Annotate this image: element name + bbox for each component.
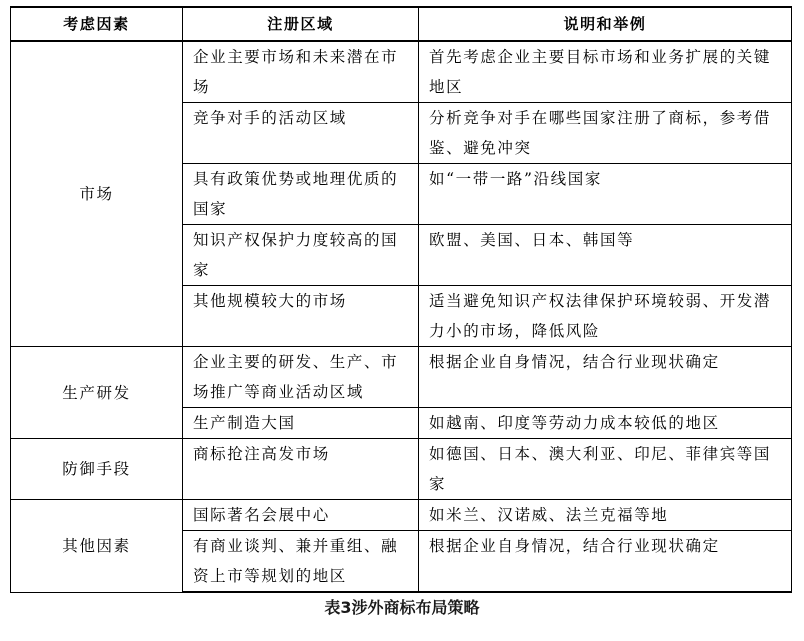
table-row: [11, 500, 792, 531]
note-cell: 如“一带一路”沿线国家: [419, 164, 792, 225]
region-cell: 有商业谈判、兼并重组、融资上市等规划的地区: [183, 531, 419, 593]
table-caption: 表3涉外商标布局策略: [324, 598, 480, 617]
note-cell: 根据企业自身情况，结合行业现状确定: [419, 531, 792, 593]
trademark-strategy-table: [10, 6, 792, 593]
note-cell: 如越南、印度等劳动力成本较低的地区: [419, 408, 792, 439]
factor-cell-market: 市场: [11, 41, 183, 347]
factor-cell-other: 其他因素: [11, 500, 183, 593]
note-cell: 适当避免知识产权法律保护环境较弱、开发潜力小的市场，降低风险: [419, 286, 792, 347]
factor-cell-defense: 防御手段: [11, 439, 183, 500]
note-cell: 如米兰、汉诺威、法兰克福等地: [419, 500, 792, 531]
region-cell: 企业主要的研发、生产、市场推广等商业活动区域: [183, 347, 419, 408]
header-note: 说明和举例: [419, 7, 792, 41]
header-row: [11, 7, 792, 41]
note-cell: 根据企业自身情况，结合行业现状确定: [419, 347, 792, 408]
region-cell: 具有政策优势或地理优质的国家: [183, 164, 419, 225]
region-cell: 企业主要市场和未来潜在市场: [183, 41, 419, 103]
region-cell: 国际著名会展中心: [183, 500, 419, 531]
table-row: [11, 41, 792, 103]
table-header: [11, 7, 792, 41]
note-cell: 首先考虑企业主要目标市场和业务扩展的关键地区: [419, 41, 792, 103]
region-cell: 竞争对手的活动区域: [183, 103, 419, 164]
region-cell: 商标抢注高发市场: [183, 439, 419, 500]
note-cell: 分析竞争对手在哪些国家注册了商标，参考借鉴、避免冲突: [419, 103, 792, 164]
region-cell: 其他规模较大的市场: [183, 286, 419, 347]
note-cell: 欧盟、美国、日本、韩国等: [419, 225, 792, 286]
table-row: [11, 347, 792, 408]
region-cell: 生产制造大国: [183, 408, 419, 439]
header-region: 注册区域: [183, 7, 419, 41]
table-row: [11, 439, 792, 500]
note-cell: 如德国、日本、澳大利亚、印尼、菲律宾等国家: [419, 439, 792, 500]
header-factor: 考虑因素: [11, 7, 183, 41]
table-body: [11, 41, 792, 592]
region-cell: 知识产权保护力度较高的国家: [183, 225, 419, 286]
factor-cell-production: 生产研发: [11, 347, 183, 439]
